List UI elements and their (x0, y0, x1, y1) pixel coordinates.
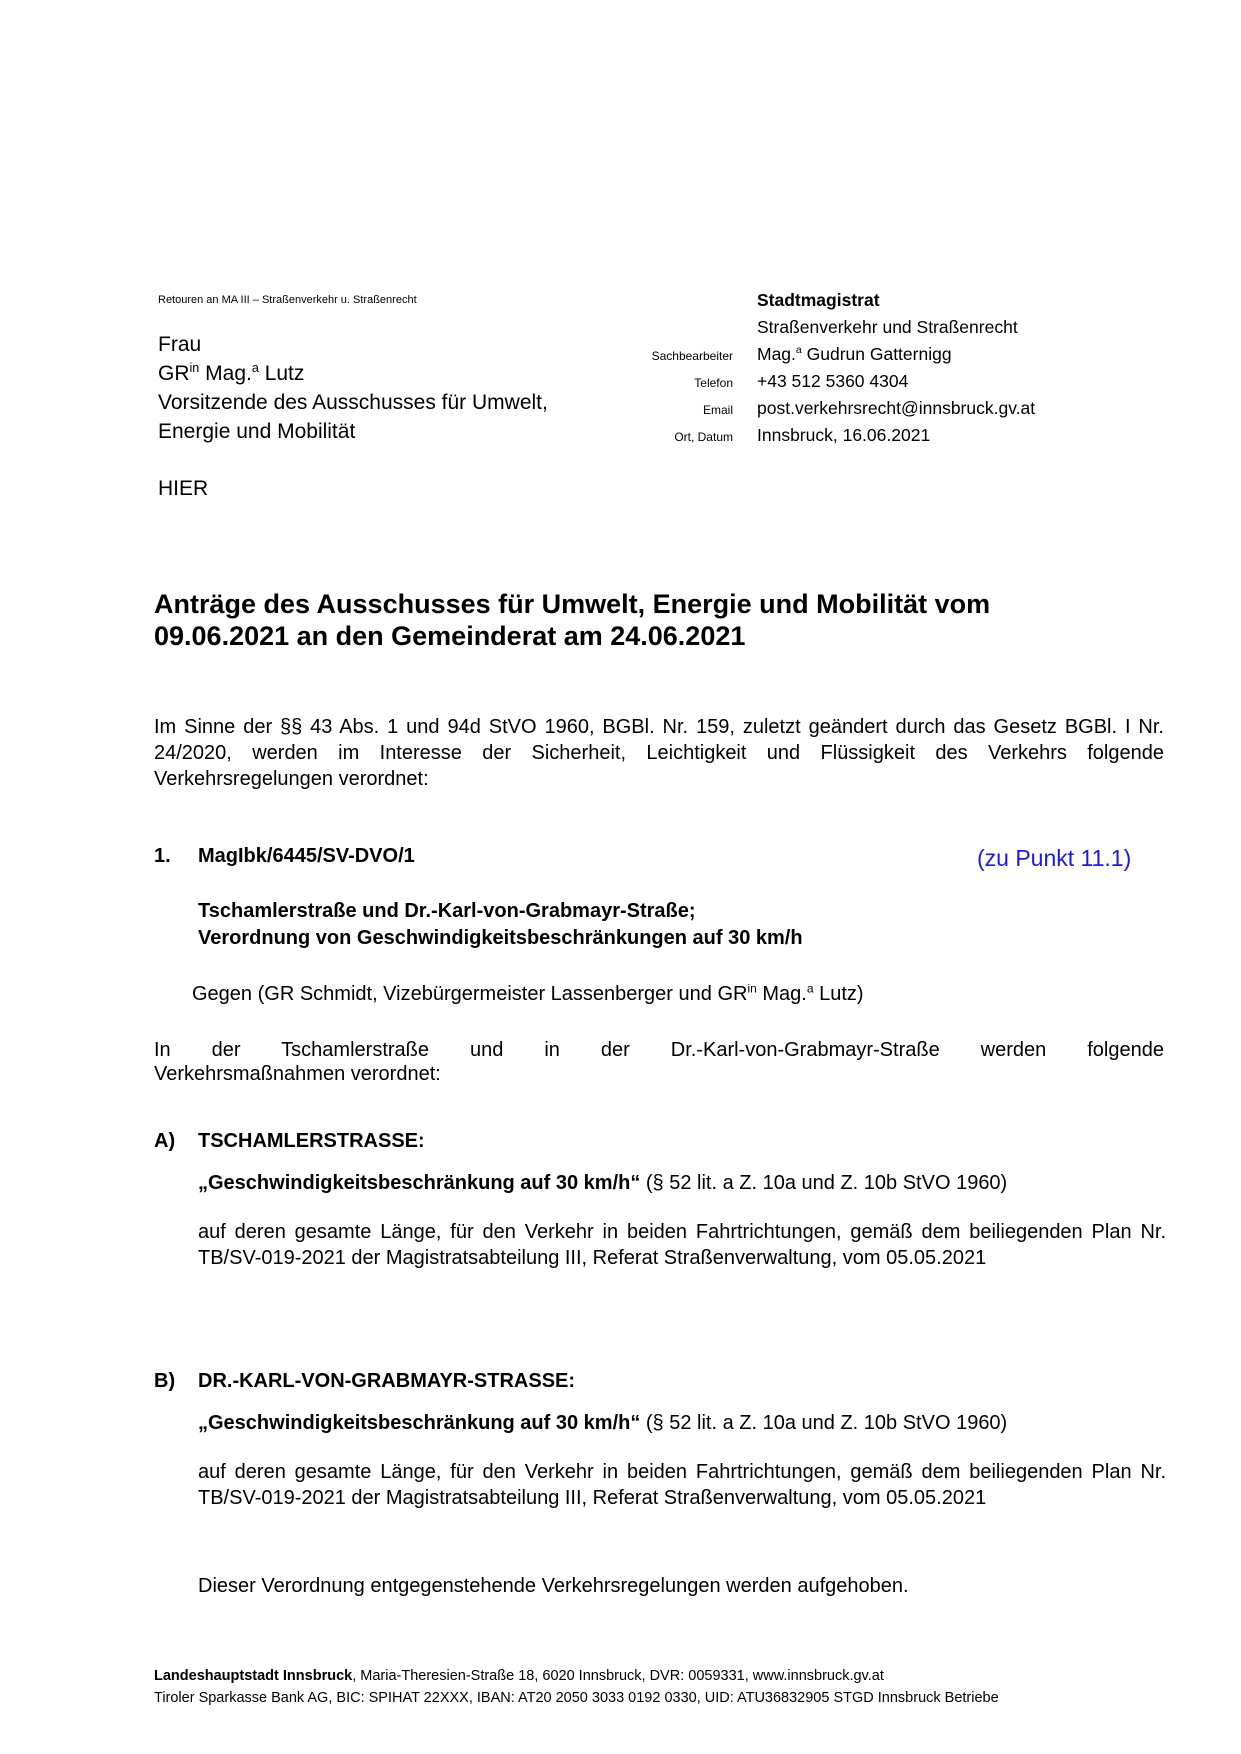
title-line2: 09.06.2021 an den Gemeinderat am 24.06.2021 (154, 621, 746, 651)
subject-line2: Verordnung von Geschwindigkeitsbeschränkungen auf 30 km/h (198, 927, 803, 949)
recipient-name: $GR^{in}$ Mag.$^a$ Lutz (158, 361, 305, 385)
sender-place-date: Innsbruck, 16.06.2021 (757, 425, 931, 445)
recipient-role-line1: Vorsitzende des Ausschusses für Umwelt, (158, 391, 548, 414)
document-title (154, 588, 1114, 652)
label-place-date: Ort, Datum (674, 430, 733, 444)
footer-bank-line: Tiroler Sparkasse Bank AG, BIC: SPIHAT 22XXX, IBAN: AT20 2050 3033 0192 0330, UID: ATU36832905 STGD Innsbruck Betriebe (154, 1690, 999, 1706)
label-phone: Telefon (694, 376, 733, 390)
sender-clerk: Mag.$^a$ Gudrun Gatternigg (757, 344, 952, 364)
footer-address-line: Landeshauptstadt Innsbruck, Maria-Theresien-Straße 18, 6020 Innsbruck, DVR: 0059331, www.innsbruck.gv.at (154, 1668, 884, 1684)
section-b-rule: „Geschwindigkeitsbeschränkung auf 30 km/h“ (§ 52 lit. a Z. 10a und Z. 10b StVO 1960) (198, 1412, 1008, 1434)
repeal-statement: Dieser Verordnung entgegenstehende Verkehrsregelungen werden aufgehoben. (198, 1575, 909, 1597)
sender-department: Straßenverkehr und Straßenrecht (757, 317, 1018, 337)
item-reference: MagIbk/6445/SV-DVO/1 (198, 845, 415, 867)
section-a-heading: TSCHAMLERSTRASSE: (198, 1130, 425, 1152)
sender-email: post.verkehrsrecht@innsbruck.gv.at (757, 398, 1036, 418)
item-number: 1. (154, 845, 171, 867)
agenda-point-link[interactable]: (zu Punkt 11.1) (977, 845, 1132, 871)
decree-line2: Verkehrsmaßnahmen verordnet: (154, 1063, 441, 1085)
sender-org: Stadtmagistrat (757, 290, 880, 310)
item-subject (198, 898, 803, 952)
votes-against: Gegen (GR Schmidt, Vizebürgermeister Lassenberger und $GR^{in}$ Mag.$^a$ Lutz) (192, 981, 864, 1005)
subject-line1: Tschamlerstraße und Dr.-Karl-von-Grabmayr-Straße; (198, 900, 696, 922)
title-line1: Anträge des Ausschusses für Umwelt, Energie und Mobilität vom (154, 589, 991, 619)
label-email: Email (702, 403, 733, 417)
section-a-paragraph: auf deren gesamte Länge, für den Verkehr in beiden Fahrtrichtungen, gemäß dem beiliegenden Plan Nr. TB/SV-019-2021 der Magistratsabteilung III, Referat Straßenverwaltung, vom 05.05.2021 (198, 1221, 1166, 1269)
recipient-block (158, 330, 548, 446)
sender-block (757, 287, 1035, 449)
recipient-role-line2: Energie und Mobilität (158, 420, 356, 443)
return-address: Retouren an MA III – Straßenverkehr u. Straßenrecht (158, 294, 417, 306)
section-a-rule: „Geschwindigkeitsbeschränkung auf 30 km/h“ (§ 52 lit. a Z. 10a und Z. 10b StVO 1960) (198, 1172, 1008, 1194)
recipient-location: HIER (158, 477, 209, 500)
intro-paragraph: Im Sinne der §§ 43 Abs. 1 und 94d StVO 1960, BGBl. Nr. 159, zuletzt geändert durch das Gesetz BGBl. I Nr. 24/2020, werden im Interesse der Sicherheit, Leichtigkeit und Flüssigkeit des Verkehrs folgende Verkehrsregelungen verordnet: (154, 716, 1164, 790)
footer (154, 1665, 999, 1709)
section-a-letter: A) (154, 1130, 176, 1152)
recipient-salutation: Frau (158, 333, 202, 356)
sender-phone: +43 512 5360 4304 (757, 371, 909, 391)
section-b-heading: DR.-KARL-VON-GRABMAYR-STRASSE: (198, 1370, 576, 1392)
section-b-letter: B) (154, 1370, 176, 1392)
decree-line1: In der Tschamlerstraße und in der Dr.-Karl-von-Grabmayr-Straße werden folgende (154, 1039, 1164, 1061)
section-b-paragraph: auf deren gesamte Länge, für den Verkehr in beiden Fahrtrichtungen, gemäß dem beiliegenden Plan Nr. TB/SV-019-2021 der Magistratsabteilung III, Referat Straßenverwaltung, vom 05.05.2021 (198, 1461, 1166, 1509)
label-clerk: Sachbearbeiter (651, 349, 733, 363)
sender-labels (560, 346, 733, 454)
